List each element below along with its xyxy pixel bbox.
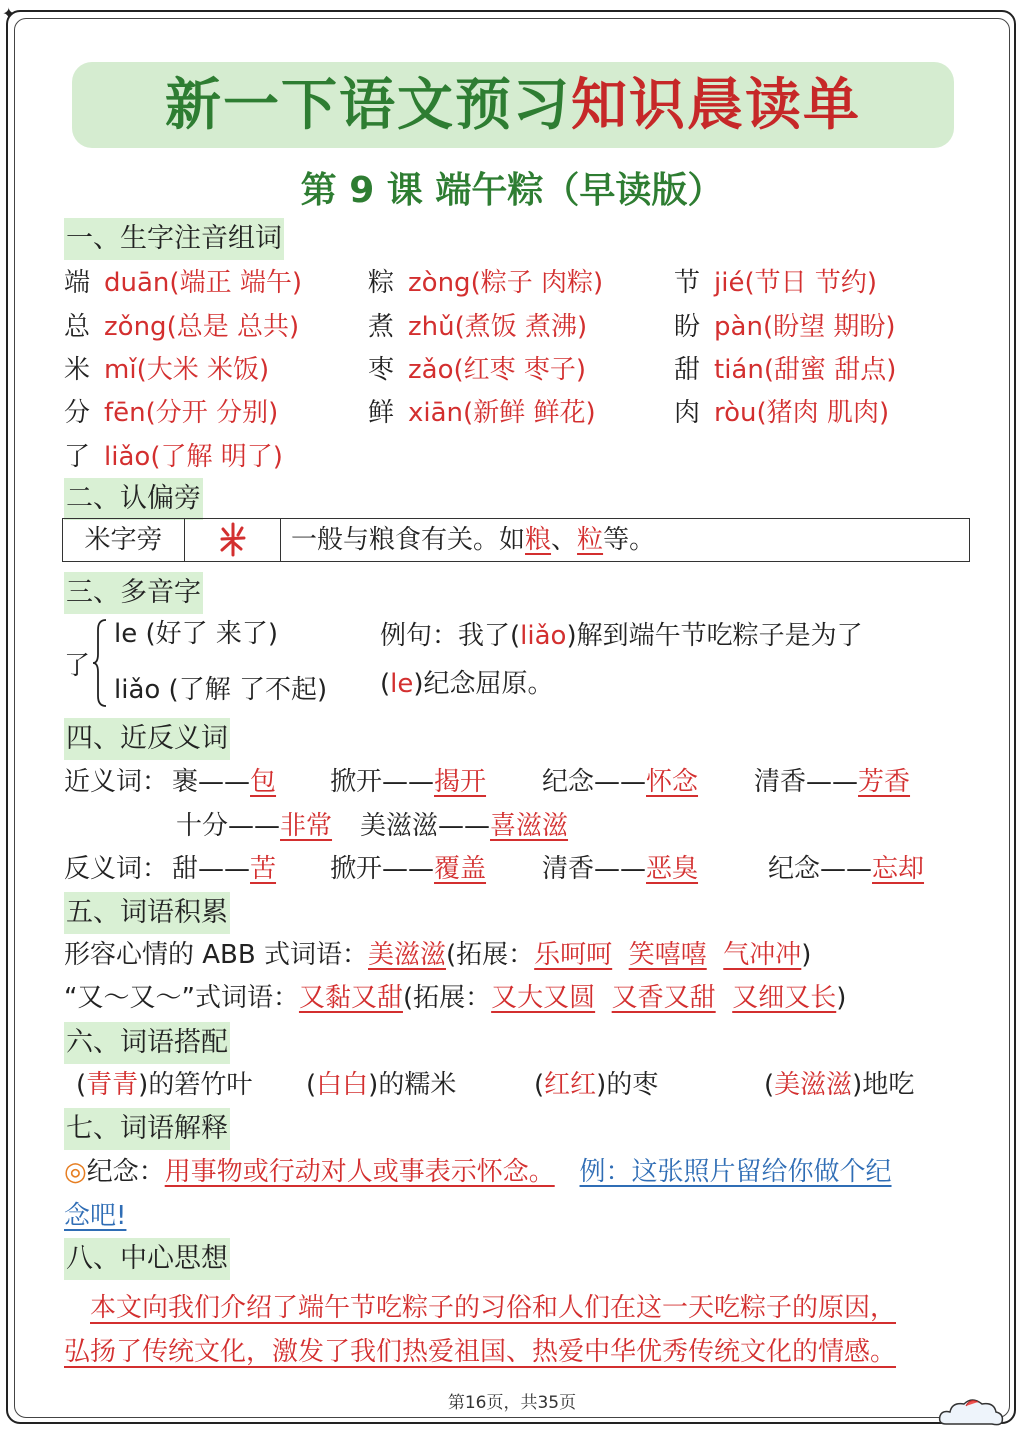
example-pinyin-2: le: [390, 669, 414, 699]
section-heading-6: 六、词语搭配: [64, 1022, 230, 1064]
explain-example-cont: 念吧!: [64, 1201, 127, 1231]
title-green-part: 新一下语文预习: [165, 72, 571, 138]
rice-radical-icon: [213, 519, 253, 559]
synonym-answer: 怀念: [646, 767, 699, 797]
vocab-abb-main: 美滋滋: [368, 940, 447, 970]
brace-icon: [92, 618, 108, 708]
word-group: (红枣 枣子): [453, 355, 587, 385]
polyphone-reading-2: liǎo (了解 了不起): [114, 675, 328, 705]
pinyin: zǎo: [408, 355, 454, 385]
character-entry: [368, 265, 603, 301]
char: 了: [64, 442, 91, 472]
word-group: (甜蜜 甜点): [763, 355, 897, 385]
radical-example-1: 粮: [525, 525, 552, 555]
char: 甜: [674, 355, 701, 385]
vocab-close-paren-2: ): [836, 983, 847, 1013]
antonym-answer: 忘却: [872, 854, 925, 884]
collocation-word: 美滋滋: [774, 1070, 853, 1100]
title-red-part: 知识晨读单: [571, 72, 861, 138]
collocation-rest: )的箬竹叶: [138, 1070, 253, 1100]
example-text-c: )解到端午节吃粽子是为了: [566, 621, 863, 651]
section-heading-5: 五、词语积累: [64, 892, 230, 934]
radical-sep: 、: [551, 525, 578, 555]
antonym-word: 纪念——: [768, 854, 873, 884]
radical-example-2: 粒: [577, 525, 604, 555]
vocab-abb-label: 形容心情的 ABB 式词语：: [64, 940, 368, 970]
vocab-youyou-ext-2: 又香又甜: [611, 983, 716, 1013]
antonym-pair: [768, 851, 924, 887]
synonym-answer: 包: [250, 767, 277, 797]
antonym-answer: 覆盖: [434, 854, 487, 884]
pinyin: zòng: [408, 268, 471, 298]
character-entry: [64, 395, 278, 431]
section-heading-4: 四、近反义词: [64, 718, 230, 760]
collocation-item: [534, 1067, 658, 1103]
char: 分: [64, 398, 91, 428]
word-group: (粽子 肉粽): [470, 268, 604, 298]
polyphone-example-line1: [380, 618, 863, 654]
word-group: (节日 节约): [744, 268, 878, 298]
synonym-word: 裹——: [172, 767, 251, 797]
example-text-d: (: [380, 669, 391, 699]
char: 盼: [674, 312, 701, 342]
word-group: (盼望 期盼): [762, 312, 896, 342]
char: 鲜: [368, 398, 395, 428]
lesson-subtitle: 第 9 课 端午粽（早读版）: [300, 170, 724, 211]
word-group: (大米 米饭): [136, 355, 270, 385]
character-entry: [674, 309, 896, 345]
word-group: (端正 端午): [169, 268, 302, 298]
character-entry: [64, 309, 299, 345]
summary-line-1: 本文向我们介绍了端午节吃粽子的习俗和人们在这一天吃粽子的原因，: [90, 1293, 897, 1323]
vocab-abb-ext-2: 笑嘻嘻: [628, 940, 707, 970]
word-group: (煮饭 煮沸): [454, 312, 588, 342]
page-number: 第16页，共35页: [447, 1393, 577, 1413]
explain-line-2: [64, 1198, 126, 1234]
paren-open: (: [76, 1070, 87, 1100]
character-entry: [368, 395, 596, 431]
pinyin: pàn: [714, 312, 763, 342]
antonym-answer: 恶臭: [646, 854, 699, 884]
char: 肉: [674, 398, 701, 428]
vocab-line-1: [64, 937, 811, 973]
vocab-youyou-label: “又～又～”式词语：: [64, 983, 299, 1013]
collocation-rest: )地吃: [852, 1070, 915, 1100]
antonym-word: 甜——: [172, 854, 251, 884]
example-pinyin-1: liǎo: [520, 621, 567, 651]
radical-glyph: [185, 519, 281, 561]
radical-end: 等。: [603, 525, 656, 555]
summary-line-2: 弘扬了传统文化，激发了我们热爱祖国、热爱中华优秀传统文化的情感。: [64, 1337, 897, 1367]
pinyin: jié: [714, 268, 745, 298]
pinyin: mǐ: [104, 355, 137, 385]
vocab-youyou-main: 又黏又甜: [298, 983, 403, 1013]
word-group: (新鲜 鲜花): [463, 398, 596, 428]
pinyin: ròu: [714, 398, 757, 428]
sparkle-icon: ✦: [2, 4, 16, 23]
explain-term: 纪念：: [86, 1157, 165, 1187]
pinyin: duān: [104, 268, 170, 298]
vocab-ext-label-2: (拓展：: [402, 983, 492, 1013]
word-group: (分开 分别): [145, 398, 279, 428]
title-banner: [72, 62, 954, 148]
collocation-rest: )的糯米: [368, 1070, 457, 1100]
synonym-answer: 揭开: [434, 767, 487, 797]
paren-open: (: [534, 1070, 545, 1100]
collocation-item: [76, 1067, 252, 1103]
char: 端: [64, 268, 91, 298]
character-entry: [64, 439, 283, 475]
example-text-a: 例句：我了(: [380, 621, 521, 651]
char: 枣: [368, 355, 395, 385]
polyphone-example-line2: [380, 666, 554, 702]
synonym-answer: 喜滋滋: [490, 811, 569, 841]
character-entry: [674, 352, 896, 388]
central-idea: [64, 1286, 964, 1374]
collocation-word: 红红: [544, 1070, 597, 1100]
word-group: (了解 明了): [150, 442, 283, 472]
synonym-word: 美滋滋——: [360, 811, 491, 841]
collocation-rest: )的枣: [596, 1070, 659, 1100]
section-heading-7: 七、词语解释: [64, 1108, 230, 1150]
synonym-word: 纪念——: [542, 767, 647, 797]
polyphone-char: 了: [64, 651, 91, 681]
character-entry: [674, 265, 877, 301]
paren-open: (: [306, 1070, 317, 1100]
section-heading-2: 二、认偏旁: [64, 478, 203, 520]
antonym-label: 反义词：: [64, 854, 169, 884]
vocab-abb-ext-3: 气冲冲: [723, 940, 802, 970]
example-text-f: )纪念屈原。: [413, 669, 554, 699]
word-group: (总是 总共): [166, 312, 300, 342]
antonym-pair: [542, 851, 698, 887]
character-entry: [368, 352, 586, 388]
collocation-item: [764, 1067, 914, 1103]
vocab-ext-label: (拓展：: [446, 940, 535, 970]
pinyin: xiān: [408, 398, 464, 428]
antonym-pair: [172, 851, 276, 887]
vocab-abb-ext-1: 乐呵呵: [534, 940, 613, 970]
word-group: (猪肉 肌肉): [756, 398, 890, 428]
char: 节: [674, 268, 701, 298]
char: 煮: [368, 312, 395, 342]
synonym-word: 清香——: [754, 767, 859, 797]
character-entry: [674, 395, 889, 431]
antonym-word: 清香——: [542, 854, 647, 884]
synonym-answer: 非常: [280, 811, 333, 841]
explain-example: 例：这张照片留给你做个纪: [579, 1157, 892, 1187]
pinyin: zǒng: [104, 312, 167, 342]
synonym-pair: [172, 764, 276, 800]
antonym-answer: 苦: [250, 854, 277, 884]
character-entry: [64, 265, 302, 301]
synonym-pair: [542, 764, 698, 800]
synonym-pair: [754, 764, 910, 800]
paren-open: (: [764, 1070, 775, 1100]
antonym-word: 掀开——: [330, 854, 435, 884]
collocation-item: [306, 1067, 456, 1103]
pinyin: liǎo: [104, 442, 151, 472]
collocation-word: 青青: [86, 1070, 139, 1100]
explain-definition: 用事物或行动对人或事表示怀念。: [164, 1157, 555, 1187]
vocab-line-2: [64, 980, 846, 1016]
synonym-label: 近义词：: [64, 767, 169, 797]
pinyin: tián: [714, 355, 764, 385]
bullet-icon: ◎: [64, 1157, 87, 1187]
character-entry: [64, 352, 269, 388]
collocation-word: 白白: [316, 1070, 369, 1100]
pinyin: zhǔ: [408, 312, 455, 342]
section-heading-1: 一、生字注音组词: [64, 218, 284, 260]
char: 总: [64, 312, 91, 342]
radical-name: 米字旁: [63, 519, 185, 561]
cloud-icon: [936, 1392, 1006, 1428]
synonym-answer: 芳香: [858, 767, 911, 797]
synonym-word: 掀开——: [330, 767, 435, 797]
pinyin: fēn: [104, 398, 146, 428]
vocab-youyou-ext-1: 又大又圆: [491, 983, 596, 1013]
synonym-pair: [360, 808, 568, 844]
explain-line-1: [64, 1154, 892, 1190]
vocab-close-paren: ): [801, 940, 812, 970]
antonym-pair: [330, 851, 486, 887]
section-heading-8: 八、中心思想: [64, 1238, 230, 1280]
synonym-pair: [330, 764, 486, 800]
synonym-word: 十分——: [176, 811, 281, 841]
polyphone-reading-1: le (好了 来了): [114, 619, 279, 649]
char: 粽: [368, 268, 395, 298]
character-entry: [368, 309, 587, 345]
radical-desc-text: 一般与粮食有关。如: [291, 525, 526, 555]
vocab-youyou-ext-3: 又细又长: [732, 983, 837, 1013]
section-heading-3: 三、多音字: [64, 572, 203, 614]
char: 米: [64, 355, 91, 385]
radical-description: [291, 519, 655, 561]
synonym-pair: [176, 808, 332, 844]
radical-table: [62, 518, 970, 562]
